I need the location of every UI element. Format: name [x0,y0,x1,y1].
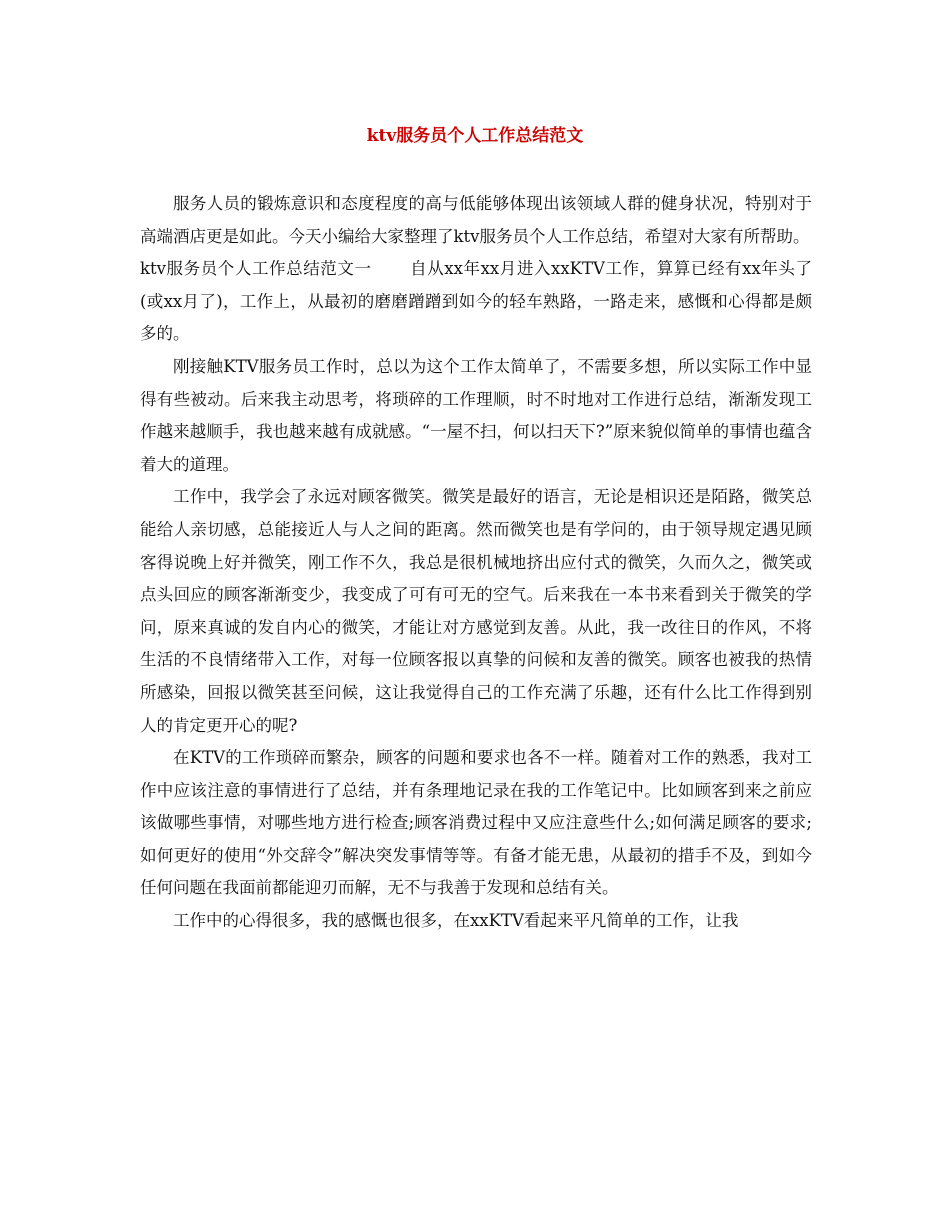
document-title: ktv服务员个人工作总结范文 [366,126,584,146]
intro-paragraph: 服务人员的锻炼意识和态度程度的高与低能够体现出该领域人群的健身状况，特别对于高端酒店更是如此。今天小编给大家整理了ktv服务员个人工作总结，希望对大家有所帮助。 [140,194,812,246]
body-paragraph-3: 在KTV的工作琐碎而繁杂，顾客的问题和要求也各不一样。随着对工作的熟悉，我对工作中应该注意的事情进行了总结，并有条理地记录在我的工作笔记中。比如顾客到来之前应该做哪些事情，对哪些地方进行检查;顾客消费过程中又应注意些什么;如何满足顾客的要求;如何更好的使用“外交辞令”解决突发事情等等。有备才能无患，从最初的措手不及，到如今任何问题在我面前都能迎刃而解，无不与我善于发现和总结有关。 [140,748,812,898]
body-paragraph-1: 刚接触KTV服务员工作时，总以为这个工作太简单了，不需要多想，所以实际工作中显得有些被动。后来我主动思考，将琐碎的工作理顺，时不时地对工作进行总结，渐渐发现工作越来越顺手，我也越来越有成就感。“一屋不扫，何以扫天下?”原来貌似简单的事情也蕴含着大的道理。 [140,356,812,474]
body-paragraph-2: 工作中，我学会了永远对顾客微笑。微笑是最好的语言，无论是相识还是陌路，微笑总能给人亲切感，总能接近人与人之间的距离。然而微笑也是有学问的，由于领导规定遇见顾客得说晚上好并微笑，刚工作不久，我总是很机械地挤出应付式的微笑，久而久之，微笑或点头回应的顾客渐渐变少，我变成了可有可无的空气。后来我在一本书来看到关于微笑的学问，原来真诚的发自内心的微笑，才能让对方感觉到友善。从此，我一改往日的作风，不将生活的不良情绪带入工作，对每一位顾客报以真挚的问候和友善的微笑。顾客也被我的热情所感染，回报以微笑甚至问候，这让我觉得自己的工作充满了乐趣，还有什么比工作得到别人的肯定更开心的呢? [140,487,812,735]
section-first-paragraph-block [140,253,812,351]
document-body [140,188,812,938]
section-first-paragraph: 自从xx年xx月进入xxKTV工作，算算已经有xx年头了(或xx月了)，工作上，从最初的磨磨蹭蹭到如今的轻车熟路，一路走来，感慨和心得都是颇多的。 [140,259,812,344]
section-heading: ktv服务员个人工作总结范文一 [140,259,372,279]
body-paragraph-4: 工作中的心得很多，我的感慨也很多，在xxKTV看起来平凡简单的工作，让我 [173,911,739,931]
